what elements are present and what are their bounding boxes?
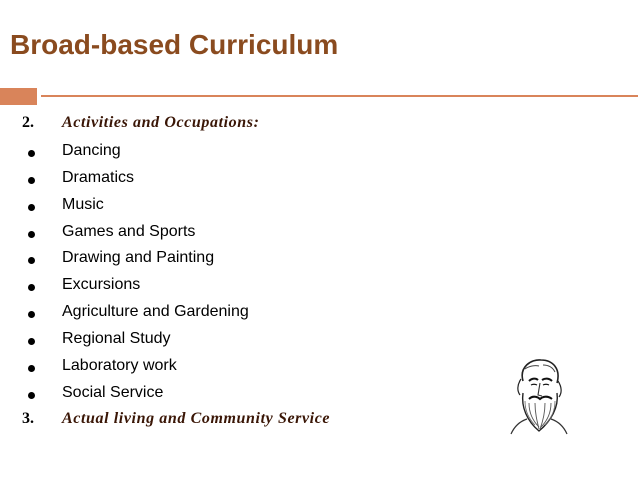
section-number: 3. — [22, 409, 34, 427]
list-item-label: Music — [62, 195, 104, 213]
list-item — [0, 139, 500, 166]
list-item — [0, 246, 500, 273]
list-item — [0, 166, 500, 193]
bullet-icon — [28, 150, 35, 157]
list-item-label: Regional Study — [62, 330, 171, 348]
bullet-icon — [28, 365, 35, 372]
section-heading-3 — [0, 408, 500, 435]
divider-line — [41, 95, 638, 97]
bullet-icon — [28, 392, 35, 399]
list-item — [0, 220, 500, 247]
list-item-label: Drawing and Painting — [62, 249, 215, 267]
list-item — [0, 327, 500, 354]
list-item — [0, 193, 500, 220]
portrait-sketch-icon — [505, 357, 573, 435]
bullet-icon — [28, 204, 35, 211]
list-item — [0, 273, 500, 300]
bullet-icon — [28, 231, 35, 238]
list-item-label: Dramatics — [62, 168, 135, 186]
list-item-label: Social Service — [62, 383, 164, 401]
bullet-icon — [28, 311, 35, 318]
divider-accent-block — [0, 88, 37, 105]
list-item-label: Games and Sports — [62, 222, 196, 240]
list-item-label: Dancing — [62, 141, 121, 159]
list-item-label: Excursions — [62, 276, 141, 294]
bullet-icon — [28, 177, 35, 184]
curriculum-list — [0, 112, 500, 435]
bullet-icon — [28, 338, 35, 345]
bullet-icon — [28, 284, 35, 291]
list-item — [0, 381, 500, 408]
list-item — [0, 300, 500, 327]
bullet-icon — [28, 257, 35, 264]
list-item-label: Laboratory work — [62, 357, 177, 375]
section-heading-text: Activities and Occupations: — [62, 114, 260, 131]
list-item — [0, 354, 500, 381]
section-heading-2 — [0, 112, 500, 139]
list-item-label: Agriculture and Gardening — [62, 303, 249, 321]
slide-title: Broad-based Curriculum — [10, 29, 339, 60]
section-number: 2. — [22, 114, 34, 131]
section-heading-text: Actual living and Community Service — [62, 409, 331, 427]
